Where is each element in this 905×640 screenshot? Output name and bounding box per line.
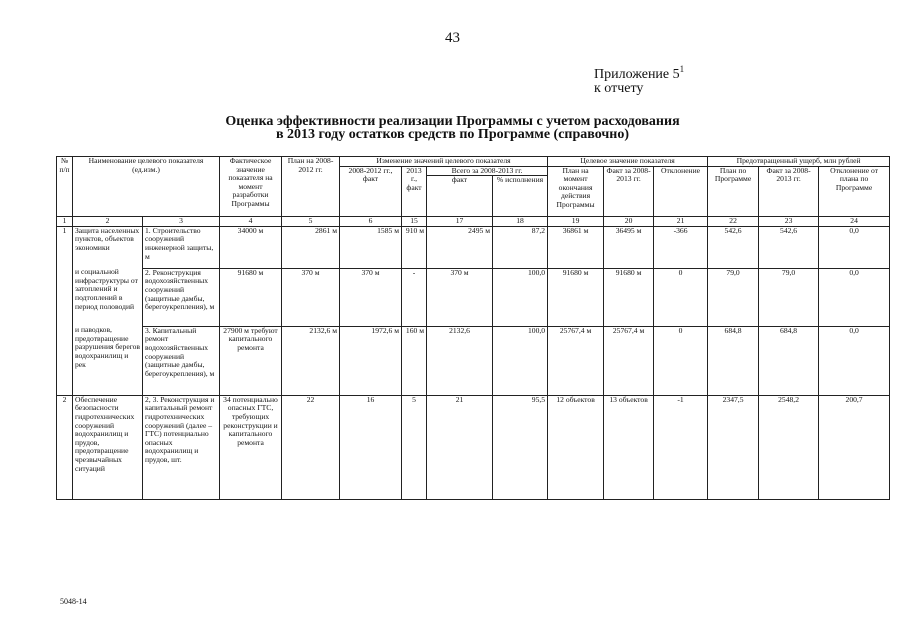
- sub-indicator: 2, 3. Реконструкция и капитальный ремонт гидротехнических сооружений (далее – ГТС) потенциально опасных водохранилищ и прудов, шт.: [143, 395, 220, 499]
- header-fact-2008-2012: 2008-2012 гг., факт: [340, 166, 402, 217]
- title-line-1: Оценка эффективности реализации Программы с учетом расходования: [225, 114, 680, 129]
- actual-value: 34 потенциально опасных ГТС, требующих реконструкции и капитального ремонта: [220, 395, 282, 499]
- fact-2008-2012: 1972,6 м: [340, 326, 402, 395]
- deviation: 0: [654, 268, 708, 326]
- plan-end: 25767,4 м: [548, 326, 604, 395]
- title-line-2: в 2013 году остатков средств по Программе (справочно): [275, 127, 629, 142]
- header-row-1: [57, 157, 890, 167]
- header-total-percent: % исполнения: [493, 176, 548, 217]
- row-number-continued: [57, 326, 73, 395]
- indicator-name: Обеспечение безопасности гидротехнических сооружений водохранилищ и прудов, предотвращение чрезвычайных ситуаций: [73, 395, 143, 499]
- appendix-line-1: Приложение 5: [594, 67, 680, 82]
- page-number: 43: [445, 30, 460, 46]
- header-indicator-name: Наименование целевого показателя (ед.изм.): [73, 157, 220, 217]
- total-percent: 100,0: [493, 326, 548, 395]
- total-percent: 100,0: [493, 268, 548, 326]
- deviation: -1: [654, 395, 708, 499]
- header-target-group: Целевое значение показателя: [548, 157, 708, 167]
- total-fact: 2132,6: [427, 326, 493, 395]
- indicator-name-part: и паводков, предотвращение разрушения берегов водохранилищ и рек: [73, 326, 143, 395]
- efficiency-table: [56, 156, 890, 500]
- row-number: 1: [57, 226, 73, 268]
- appendix-superscript: 1: [679, 64, 685, 74]
- header-total-fact: факт: [427, 176, 493, 217]
- plan-end: 36861 м: [548, 226, 604, 268]
- column-number: 20: [604, 217, 654, 227]
- plan-value: 370 м: [282, 268, 340, 326]
- plan-value: 22: [282, 395, 340, 499]
- deviation: -366: [654, 226, 708, 268]
- damage-deviation: 0,0: [819, 326, 890, 395]
- table-row: [57, 226, 890, 268]
- damage-fact: 79,0: [759, 268, 819, 326]
- actual-value: 91680 м: [220, 268, 282, 326]
- header-plan-end: План на момент окончания действия Программы: [548, 166, 604, 217]
- column-number: 21: [654, 217, 708, 227]
- fact-2008-2012: 16: [340, 395, 402, 499]
- plan-value: 2132,6 м: [282, 326, 340, 395]
- damage-deviation: 0,0: [819, 268, 890, 326]
- column-number: 24: [819, 217, 890, 227]
- fact-2008-2013: 25767,4 м: [604, 326, 654, 395]
- damage-plan: 542,6: [708, 226, 759, 268]
- fact-2013: 910 м: [402, 226, 427, 268]
- fact-2013: -: [402, 268, 427, 326]
- damage-deviation: 200,7: [819, 395, 890, 499]
- fact-2008-2013: 13 объектов: [604, 395, 654, 499]
- column-number: 22: [708, 217, 759, 227]
- table-row: [57, 326, 890, 395]
- column-number: 2: [73, 217, 143, 227]
- actual-value: 27900 м требуют капитального ремонта: [220, 326, 282, 395]
- plan-value: 2861 м: [282, 226, 340, 268]
- damage-deviation: 0,0: [819, 226, 890, 268]
- header-no: № п/п: [57, 157, 73, 217]
- header-damage-group: Предотвращенный ущерб, млн рублей: [708, 157, 890, 167]
- document-title: [0, 115, 905, 141]
- header-total-2008-2013: Всего за 2008-2013 гг.: [427, 166, 548, 176]
- total-percent: 87,2: [493, 226, 548, 268]
- table-row: [57, 268, 890, 326]
- row-number-continued: [57, 268, 73, 326]
- deviation: 0: [654, 326, 708, 395]
- appendix-line-2: к отчету: [594, 81, 644, 96]
- damage-fact: 542,6: [759, 226, 819, 268]
- column-number: 19: [548, 217, 604, 227]
- header-plan-2008-2012: План на 2008-2012 гг.: [282, 157, 340, 217]
- indicator-name-part: Защита населенных пунктов, объектов экономики: [73, 226, 143, 268]
- column-number: 6: [340, 217, 402, 227]
- fact-2013: 160 м: [402, 326, 427, 395]
- column-number: 5: [282, 217, 340, 227]
- damage-plan: 684,8: [708, 326, 759, 395]
- damage-plan: 2347,5: [708, 395, 759, 499]
- column-number: 4: [220, 217, 282, 227]
- header-change-group: Изменение значений целевого показателя: [340, 157, 548, 167]
- fact-2008-2013: 36495 м: [604, 226, 654, 268]
- header-damage-fact: Факт за 2008-2013 гг.: [759, 166, 819, 217]
- header-damage-plan: План по Программе: [708, 166, 759, 217]
- damage-plan: 79,0: [708, 268, 759, 326]
- footer-code: 5048-14: [60, 597, 87, 606]
- sub-indicator: 3. Капитальный ремонт водохозяйственных сооружений (защитные дамбы, берегоукрепления), м: [143, 326, 220, 395]
- column-number: 15: [402, 217, 427, 227]
- plan-end: 91680 м: [548, 268, 604, 326]
- column-number: 18: [493, 217, 548, 227]
- column-number: 17: [427, 217, 493, 227]
- header-fact-2008-2013: Факт за 2008-2013 гг.: [604, 166, 654, 217]
- header-fact-2013: 2013 г., факт: [402, 166, 427, 217]
- indicator-name-part: и социальной инфраструктуры от затоплений и подтоплений в период половодий: [73, 268, 143, 326]
- fact-2013: 5: [402, 395, 427, 499]
- damage-fact: 2548,2: [759, 395, 819, 499]
- column-number: 1: [57, 217, 73, 227]
- header-damage-deviation: Отклонение от плана по Программе: [819, 166, 890, 217]
- sub-indicator: 2. Реконструкция водохозяйственных сооружений (защитные дамбы, берегоукрепления), м: [143, 268, 220, 326]
- damage-fact: 684,8: [759, 326, 819, 395]
- sub-indicator: 1. Строительство сооружений инженерной защиты, м: [143, 226, 220, 268]
- plan-end: 12 объектов: [548, 395, 604, 499]
- header-deviation: Отклонение: [654, 166, 708, 217]
- total-fact: 370 м: [427, 268, 493, 326]
- fact-2008-2012: 370 м: [340, 268, 402, 326]
- header-actual-at-development: Фактическое значение показателя на момент разработки Программы: [220, 157, 282, 217]
- total-fact: 21: [427, 395, 493, 499]
- actual-value: 34000 м: [220, 226, 282, 268]
- row-number: 2: [57, 395, 73, 499]
- total-fact: 2495 м: [427, 226, 493, 268]
- column-number-row: [57, 217, 890, 227]
- appendix-label: [594, 62, 684, 96]
- table-row: [57, 395, 890, 499]
- fact-2008-2013: 91680 м: [604, 268, 654, 326]
- column-number: 23: [759, 217, 819, 227]
- fact-2008-2012: 1585 м: [340, 226, 402, 268]
- total-percent: 95,5: [493, 395, 548, 499]
- column-number: 3: [143, 217, 220, 227]
